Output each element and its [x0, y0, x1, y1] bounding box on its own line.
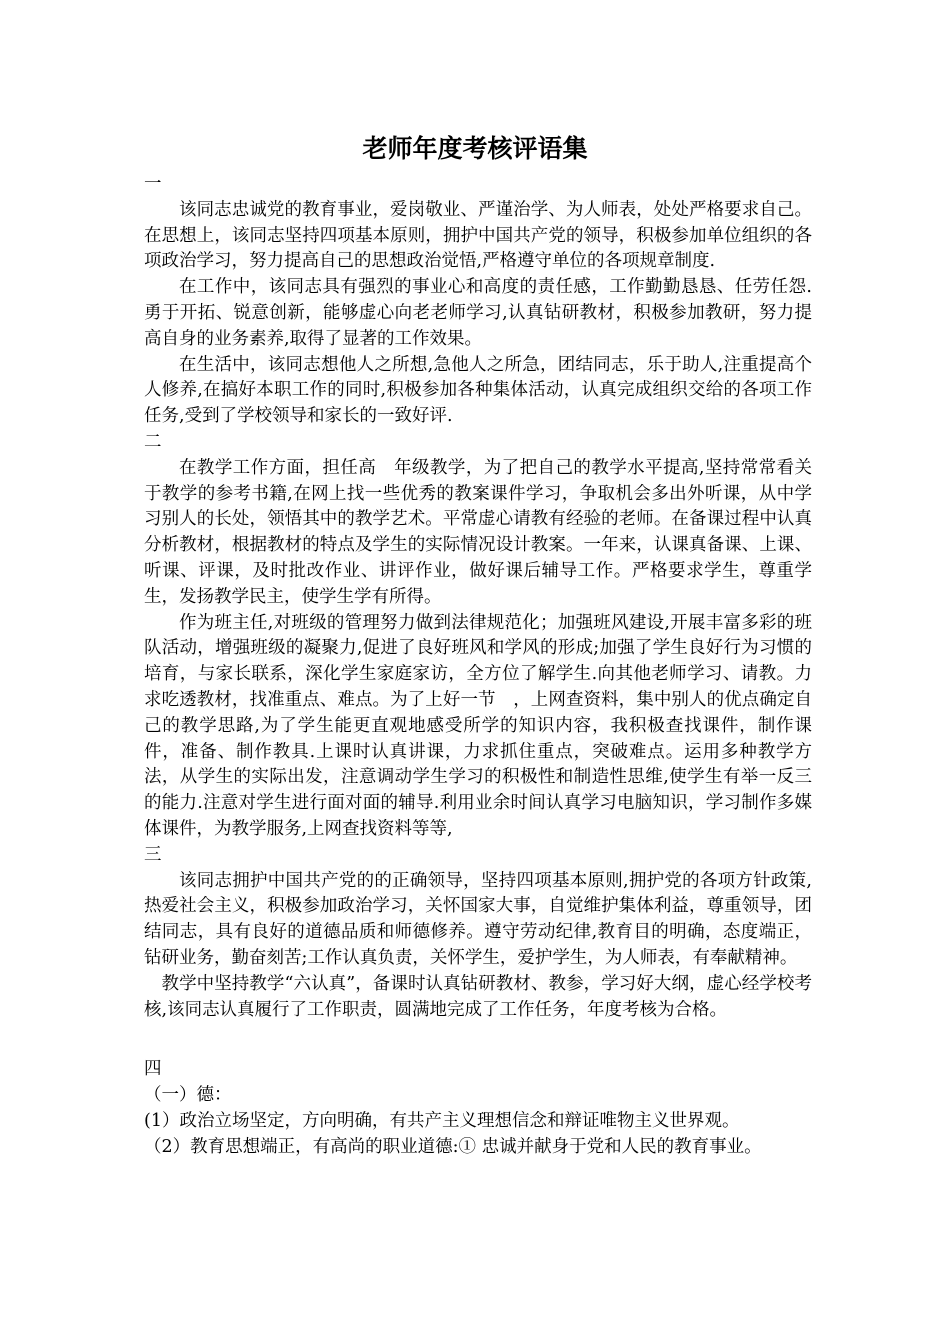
paragraph: 在教学工作方面，担任高 年级教学，为了把自己的教学水平提高,坚持常常看关于教学的参考书籍,在网上找一些优秀的教案课件学习，争取机会多出外听课，从中学习别人的长处，领悟其中的教学艺术。平常虚心请教有经验的老师。在备课过程中认真分析教材，根据教材的特点及学生的实际情况设计教案。一年来，认课真备课、上课、听课、评课，及时批改作业、讲评作业，做好课后辅导工作。严格要求学生，尊重学生，发扬教学民主，使学生学有所得。	[144, 457, 812, 607]
list-line: (1）政治立场坚定，方向明确，有共产主义理想信念和辩证唯物主义世界观。	[144, 1110, 740, 1131]
paragraph: 在工作中，该同志具有强烈的事业心和高度的责任感，工作勤勤恳恳、任劳任怨.勇于开拓、锐意创新，能够虚心向老老师学习,认真钻研教材，积极参加教研，努力提高自身的业务素养,取得了显著的工作效果。	[144, 277, 812, 349]
section-label-2: 二	[144, 431, 162, 452]
section-label-4: 四	[144, 1059, 162, 1080]
paragraph: 在生活中，该同志想他人之所想,急他人之所急，团结同志，乐于助人,注重提高个人修养,在搞好本职工作的同时,积极参加各种集体活动，认真完成组织交给的各项工作任务,受到了学校领导和家长的一致好评.	[144, 354, 812, 427]
list-line: （一）德：	[144, 1085, 232, 1106]
paragraph: 作为班主任,对班级的管理努力做到法律规范化；加强班风建设,开展丰富多彩的班队活动，增强班级的凝聚力,促进了良好班风和学风的形成;加强了学生良好行为习惯的培育，与家长联系，深化学生家庭家访，全方位了解学生.向其他老师学习、请教。力求吃透教材，找准重点、难点。为了上好一节 ，上网查资料，集中别人的优点确定自己的教学思路,为了学生能更直观地感受所学的知识内容，我积极查找课件，制作课件，准备、制作教具.上课时认真讲课，力求抓住重点，突破难点。运用多种教学方法，从学生的实际出发，注意调动学生学习的积极性和制造性思维,使学生有举一反三的能力.注意对学生进行面对面的辅导.利用业余时间认真学习电脑知识，学习制作多媒体课件，为教学服务,上网查找资料等等,	[144, 612, 812, 839]
document-title: 老师年度考核评语集	[362, 134, 588, 163]
section-label-3: 三	[144, 844, 162, 865]
paragraph: 该同志拥护中国共产党的的正确领导，坚持四项基本原则,拥护党的各项方针政策,热爱社会主义，积极参加政治学习，关怀国家大事，自觉维护集体利益，尊重领导，团结同志，具有良好的道德品质和师德修养。遵守劳动纪律,教育目的明确，态度端正，钻研业务，勤奋刻苦;工作认真负责，关怀学生，爱护学生，为人师表，有奉献精神。	[144, 870, 812, 968]
list-line: （2）教育思想端正，有高尚的职业道德:① 忠诚并献身于党和人民的教育事业。	[144, 1136, 762, 1157]
paragraph: 教学中坚持教学“六认真”，备课时认真钻研教材、教参，学习好大纲，虚心经学校考核,该同志认真履行了工作职责，圆满地完成了工作任务，年度考核为合格。	[144, 973, 812, 1020]
document-body	[144, 172, 812, 1160]
paragraph: 该同志忠诚党的教育事业，爱岗敬业、严谨治学、为人师表，处处严格要求自己。在思想上，该同志坚持四项基本原则，拥护中国共产党的领导，积极参加单位组织的各项政治学习，努力提高自己的思想政治觉悟,严格遵守单位的各项规章制度.	[144, 199, 812, 272]
section-label-1: 一	[144, 174, 162, 194]
blank-line	[144, 1023, 812, 1057]
